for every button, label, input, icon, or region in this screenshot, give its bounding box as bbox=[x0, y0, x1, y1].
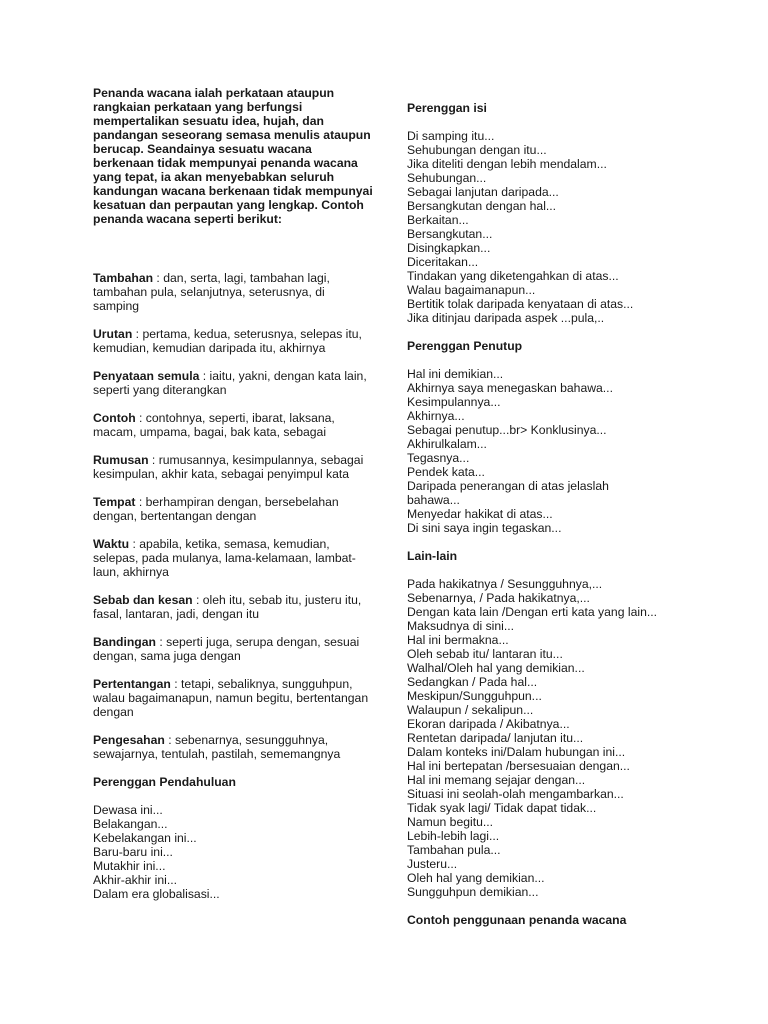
list-item: Ekoran daripada / Akibatnya... bbox=[407, 717, 570, 731]
category-term: Pertentangan bbox=[93, 677, 171, 691]
list-item: Walau bagaimanapun... bbox=[407, 283, 536, 297]
category-entry bbox=[93, 411, 373, 439]
penutup-list bbox=[407, 367, 707, 535]
list-item: Tindakan yang diketengahkan di atas... bbox=[407, 269, 619, 283]
category-term: Sebab dan kesan bbox=[93, 593, 193, 607]
list-item: Dalam era globalisasi... bbox=[93, 887, 220, 901]
list-item: Hal ini bermakna... bbox=[407, 633, 509, 647]
category-entry bbox=[93, 733, 373, 761]
list-item: Mutakhir ini... bbox=[93, 859, 166, 873]
category-desc: : dan, serta, lagi, tambahan lagi, tambahan pula, selanjutnya, seterusnya, di samping bbox=[93, 271, 330, 313]
list-item: Sebagai lanjutan daripada... bbox=[407, 185, 559, 199]
list-item: Situasi ini seolah-olah mengambarkan... bbox=[407, 787, 624, 801]
category-desc: : sebenarnya, sesungguhnya, sewajarnya, tentulah, pastilah, sememangnya bbox=[93, 733, 341, 761]
left-column bbox=[93, 86, 373, 915]
category-term: Rumusan bbox=[93, 453, 149, 467]
list-item: Namun begitu... bbox=[407, 815, 494, 829]
list-item: Kebelakangan ini... bbox=[93, 831, 197, 845]
pendahuluan-list bbox=[93, 803, 373, 901]
list-item: Tambahan pula... bbox=[407, 843, 501, 857]
list-item: Dewasa ini... bbox=[93, 803, 163, 817]
list-item: Pendek kata... bbox=[407, 465, 485, 479]
list-item: Berkaitan... bbox=[407, 213, 469, 227]
list-item: Akhirnya... bbox=[407, 409, 465, 423]
category-desc: : berhampiran dengan, bersebelahan dengan, bertentangan dengan bbox=[93, 495, 339, 523]
list-item: Hal ini demikian... bbox=[407, 367, 504, 381]
list-item: Pada hakikatnya / Sesungguhnya,... bbox=[407, 577, 603, 591]
category-term: Tambahan bbox=[93, 271, 154, 285]
list-item: Bertitik tolak daripada kenyataan di atas... bbox=[407, 297, 634, 311]
list-item: Oleh hal yang demikian... bbox=[407, 871, 545, 885]
category-entry bbox=[93, 327, 373, 355]
list-item: Baru-baru ini... bbox=[93, 845, 173, 859]
list-item: Menyedar hakikat di atas... bbox=[407, 507, 553, 521]
lain-lain-list bbox=[407, 577, 707, 899]
category-desc: : oleh itu, sebab itu, justeru itu, fasal, lantaran, jadi, dengan itu bbox=[93, 593, 362, 621]
list-item: Hal ini memang sejajar dengan... bbox=[407, 773, 586, 787]
list-item: Akhir-akhir ini... bbox=[93, 873, 177, 887]
list-item: Tidak syak lagi/ Tidak dapat tidak... bbox=[407, 801, 597, 815]
category-entry bbox=[93, 635, 373, 663]
section-heading-lain-lain: Lain-lain bbox=[407, 549, 458, 563]
category-term: Penyataan semula bbox=[93, 369, 200, 383]
isi-list bbox=[407, 129, 707, 325]
category-desc: : iaitu, yakni, dengan kata lain, seperti yang diterangkan bbox=[93, 369, 367, 397]
category-entry bbox=[93, 369, 373, 397]
category-desc: : apabila, ketika, semasa, kemudian, selepas, pada mulanya, lama-kelamaan, lambat-laun, akhirnya bbox=[93, 537, 356, 579]
list-item: Rentetan daripada/ lanjutan itu... bbox=[407, 731, 584, 745]
category-desc: : rumusannya, kesimpulannya, sebagai kesimpulan, akhir kata, sebagai penyimpul kata bbox=[93, 453, 364, 481]
list-item: Diceritakan... bbox=[407, 255, 479, 269]
category-desc: : seperti juga, serupa dengan, sesuai dengan, sama juga dengan bbox=[93, 635, 360, 663]
list-item: Jika diteliti dengan lebih mendalam... bbox=[407, 157, 607, 171]
category-desc: : tetapi, sebaliknya, sungguhpun, walau bagaimanapun, namun begitu, bertentangan dengan bbox=[93, 677, 369, 719]
list-item: Bersangkutan dengan hal... bbox=[407, 199, 557, 213]
list-item: Maksudnya di sini... bbox=[407, 619, 515, 633]
list-item: Walhal/Oleh hal yang demikian... bbox=[407, 661, 585, 675]
list-item: Sehubungan... bbox=[407, 171, 487, 185]
list-item: Hal ini bertepatan /bersesuaian dengan... bbox=[407, 759, 630, 773]
category-entry bbox=[93, 271, 373, 313]
right-column bbox=[407, 101, 707, 941]
list-item: Sebenarnya, / Pada hakikatnya,... bbox=[407, 591, 590, 605]
category-term: Waktu bbox=[93, 537, 130, 551]
list-item: Dengan kata lain /Dengan erti kata yang lain... bbox=[407, 605, 658, 619]
list-item: Justeru... bbox=[407, 857, 458, 871]
category-term: Urutan bbox=[93, 327, 133, 341]
category-entry bbox=[93, 537, 373, 579]
list-item: Bersangkutan... bbox=[407, 227, 493, 241]
list-item: Akhirnya saya menegaskan bahawa... bbox=[407, 381, 613, 395]
list-item: Sungguhpun demikian... bbox=[407, 885, 539, 899]
category-entry bbox=[93, 453, 373, 481]
list-item: Kesimpulannya... bbox=[407, 395, 501, 409]
list-item: Disingkapkan... bbox=[407, 241, 491, 255]
category-entry bbox=[93, 495, 373, 523]
category-term: Contoh bbox=[93, 411, 136, 425]
list-item: Oleh sebab itu/ lantaran itu... bbox=[407, 647, 563, 661]
list-item: Lebih-lebih lagi... bbox=[407, 829, 500, 843]
category-term: Bandingan bbox=[93, 635, 156, 649]
list-item: Di samping itu... bbox=[407, 129, 495, 143]
list-item: Sebagai penutup...br> Konklusinya... bbox=[407, 423, 607, 437]
list-item: Jika ditinjau daripada aspek ...pula,.. bbox=[407, 311, 605, 325]
list-item: Sedangkan / Pada hal... bbox=[407, 675, 538, 689]
category-list bbox=[93, 271, 373, 761]
intro-paragraph: Penanda wacana ialah perkataan ataupun rangkaian perkataan yang berfungsi mempertalikan sesuatu idea, hujah, dan pandangan seseorang semasa menulis ataupun berucap. Seandainya sesuatu wacana berkenaan tidak mempunyai penanda wacana yang tepat, ia akan menyebabkan seluruh kandungan wacana berkenaan tidak mempunyai kesatuan dan perpautan yang lengkap. Contoh penanda wacana seperti berikut: bbox=[93, 86, 373, 226]
category-entry bbox=[93, 677, 373, 719]
category-term: Pengesahan bbox=[93, 733, 165, 747]
section-heading-contoh: Contoh penggunaan penanda wacana bbox=[407, 913, 627, 927]
category-desc: : pertama, kedua, seterusnya, selepas itu, kemudian, kemudian daripada itu, akhirnya bbox=[93, 327, 362, 355]
section-heading-pendahuluan: Perenggan Pendahuluan bbox=[93, 775, 236, 789]
list-item: Belakangan... bbox=[93, 817, 168, 831]
list-item: Di sini saya ingin tegaskan... bbox=[407, 521, 562, 535]
category-desc: : contohnya, seperti, ibarat, laksana, macam, umpama, bagai, bak kata, sebagai bbox=[93, 411, 335, 439]
list-item: Sehubungan dengan itu... bbox=[407, 143, 547, 157]
list-item: Walaupun / sekalipun... bbox=[407, 703, 534, 717]
list-item: Dalam konteks ini/Dalam hubungan ini... bbox=[407, 745, 626, 759]
section-heading-isi: Perenggan isi bbox=[407, 101, 487, 115]
list-item: Akhirulkalam... bbox=[407, 437, 487, 451]
list-item: Daripada penerangan di atas jelaslah bahawa... bbox=[407, 479, 609, 507]
category-entry bbox=[93, 593, 373, 621]
list-item: Tegasnya... bbox=[407, 451, 470, 465]
list-item: Meskipun/Sungguhpun... bbox=[407, 689, 542, 703]
category-term: Tempat bbox=[93, 495, 136, 509]
section-heading-penutup: Perenggan Penutup bbox=[407, 339, 523, 353]
